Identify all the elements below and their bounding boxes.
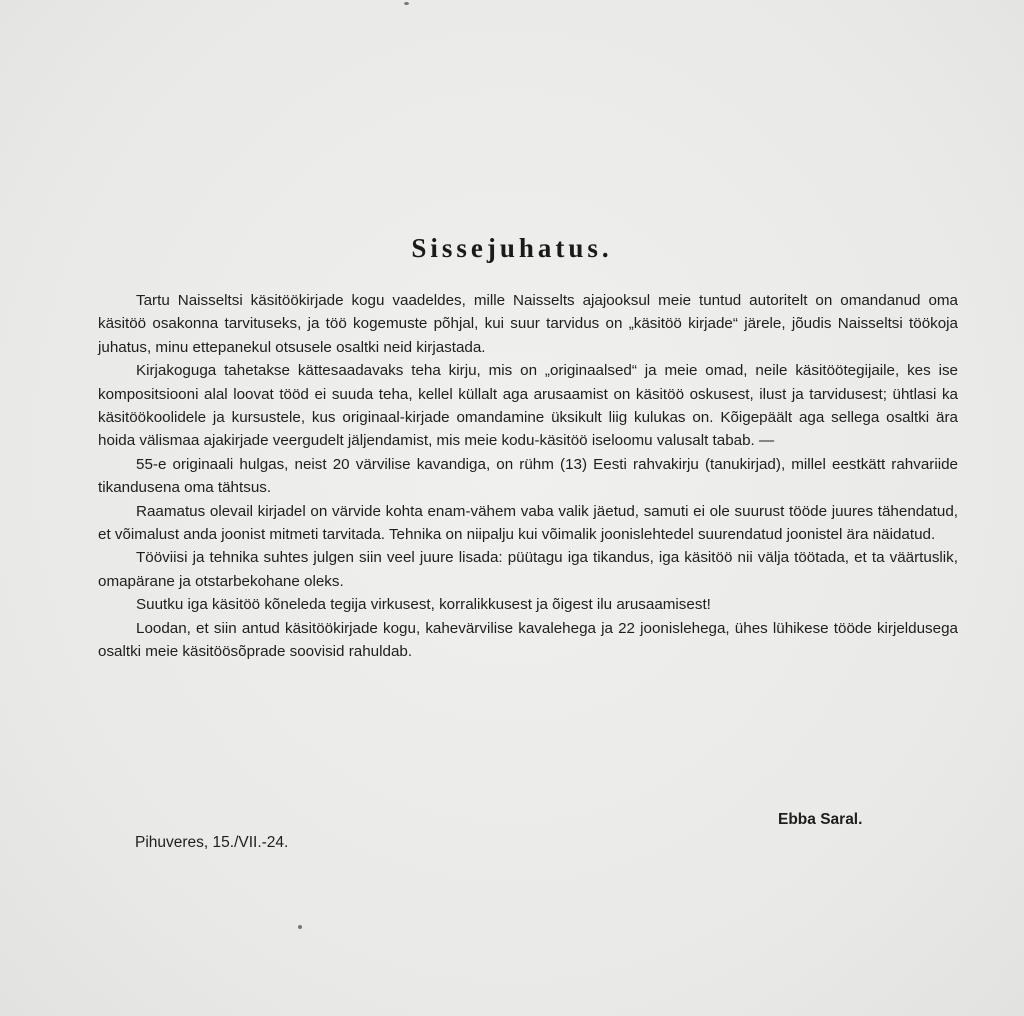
paragraph: Raamatus olevail kirjadel on värvide kohta enam-vähem vaba valik jäetud, samuti ei ole suurust tööde juures tähendatud, et võimalust anda joonist mitmeti tarvitada. Tehnika on niipalju kui võimalik joonislehtedel suurendatud joonistel ära näidatud. [98,502,958,544]
paragraph: Tartu Naisseltsi käsitöökirjade kogu vaadeldes, mille Naisselts ajajooksul meie tuntud autoritelt on omandanud oma käsitöö osakonna tarvituseks, ja töö kogemuste põhjal, kui suur tarvidus on „käsitöö kirjade“ järele, jõudis Naisseltsi töökoja juhatus, minu ettepanekul otsusele osaltki neid kirjastada. [98,292,958,356]
paragraph: Tööviisi ja tehnika suhtes julgen siin veel juure lisada: püütagu iga tikandus, iga käsitöö nii välja töötada, et ta väärtuslik, omapärane ja otstarbekohane oleks. [98,549,958,590]
author-signature: Ebba Saral. [778,811,863,828]
place-date: Pihuveres, 15./VII.-24. [135,834,289,851]
page-title: Sissejuhatus. [411,233,613,264]
paragraph: 55-e originaali hulgas, neist 20 värvilise kavandiga, on rühm (13) Eesti rahvakirju (tanukirjad), millel eestkätt rahvariide tikandusena oma tähtsus. [98,455,958,497]
paper-speck [298,925,302,929]
paper-speck [404,2,409,5]
paragraph: Loodan, et siin antud käsitöökirjade kogu, kahevärvilise kavalehega ja 22 joonislehega, ühes lühikese tööde kirjeldusega osaltki meie käsitöösõprade soovisid rahuldab. [98,619,958,661]
paragraph: Suutku iga käsitöö kõneleda tegija virkusest, korralikkusest ja õigest ilu arusaamisest! [136,596,711,614]
body-text [98,289,958,664]
paragraph: Kirjakoguga tahetakse kättesaadavaks teha kirju, mis on „originaalsed“ ja meie omad, neile käsitöötegijaile, kes ise kompositsiooni alal loovat tööd ei suuda teha, kellel küllalt aga arusaamist on käsitöö oskusest, ilust ja tarvidusest; ühtlasi ka käsitöökoolidele ja kursustele, kus originaal-kirjade omandamine üksikult liig kulukas on. Kõigepäält aga sellega osaltki ära hoida välismaa ajakirjade veergudelt jäljendamist, mis meie kodu-käsitöö iseloomu valusalt tabab. — [98,362,958,450]
